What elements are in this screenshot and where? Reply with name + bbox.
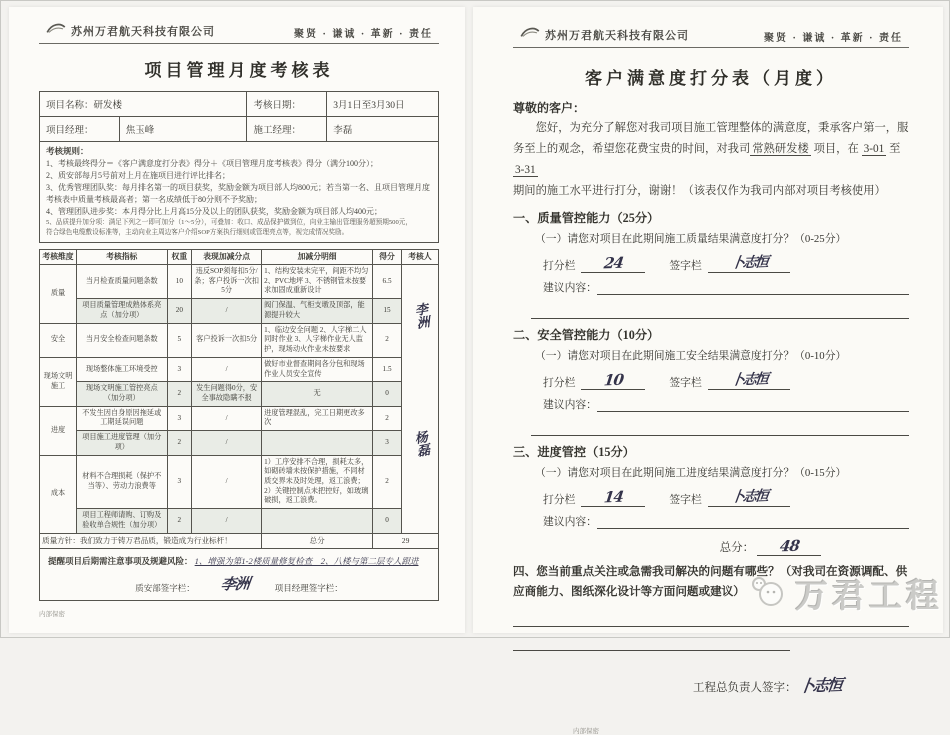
points-cell: /: [192, 509, 262, 533]
score-cell: 2: [373, 406, 402, 430]
section-schedule: [513, 443, 909, 529]
indicator-cell: 材料不合理损耗（保护不当等）、劳动力浪费等: [77, 455, 167, 509]
chief-signature: 卜志恒: [797, 675, 843, 697]
company-slogan: 聚贤 · 谦诚 · 革新 · 责任: [763, 33, 903, 44]
date-end-underlined: 3-31: [515, 163, 536, 176]
company-brand: [45, 21, 215, 40]
points-cell: /: [192, 406, 262, 430]
watermark-text: 万君工程: [795, 577, 943, 614]
date-start-underlined: 3-01: [863, 142, 885, 155]
customer-signature: 卜志恒: [729, 253, 768, 272]
rule-line: 2、质安部每月5号前对上月在施项目进行评比排名；: [46, 170, 230, 180]
chief-sign-label: 工程总负责人签字：: [693, 682, 797, 695]
rule-line: 4、管理团队进步奖：本月得分比上月高15分及以上的团队获奖，奖励金额为项目部人均400元；: [46, 206, 382, 216]
sign-label: 签字栏: [669, 259, 702, 272]
total-value: 29: [373, 533, 439, 548]
advice-label: 建议内容：: [543, 515, 597, 528]
info-row-2: [40, 117, 439, 142]
info-row-1: [40, 92, 439, 117]
salutation: 尊敬的客户：: [513, 101, 586, 115]
confidential-note: 内部保密: [573, 728, 599, 735]
table-row: [40, 382, 439, 406]
question-4-line2: 应商能力、图纸深化设计等方面问题或建议）: [513, 585, 745, 599]
intro-paragraph: [513, 118, 909, 202]
chief-sign-line: [693, 673, 909, 696]
dimension-cost: 成本: [40, 455, 77, 533]
score-label: 打分栏: [543, 376, 576, 389]
table-row: [40, 431, 439, 455]
quality-policy: 质量方针：我们致力于铸万君品质，锻造成为行业标杆！: [40, 533, 262, 548]
mascot-face-icon: [745, 574, 789, 613]
sign-blank: [708, 369, 790, 390]
score-cell: 0: [373, 509, 402, 533]
points-cell: /: [192, 431, 262, 455]
pm-value: 焦玉峰: [119, 117, 247, 142]
q4-answer-blank-2: [513, 636, 790, 651]
table-row: [40, 357, 439, 381]
weight-cell: 2: [167, 509, 192, 533]
table-row: [40, 455, 439, 509]
indicator-cell: 现场整体施工环境受控: [77, 357, 167, 381]
grand-total-line: [513, 537, 909, 556]
customer-signature: 卜志恒: [729, 370, 768, 389]
points-cell: /: [192, 299, 262, 323]
table-row: [40, 323, 439, 357]
table-row: [40, 509, 439, 533]
pm-sign-label: 项目经理签字栏：: [274, 582, 343, 593]
right-doc-header: [513, 21, 909, 48]
company-logo-swoosh-icon: [45, 21, 67, 40]
assessor-signature-2: 杨磊: [410, 429, 430, 458]
detail-cell: 1）工序安排不合理，损耗太多，如砌砖墙未按保护措施，不同材质交界未及时处理，返工浪费；2）关键控制点未把控好，如玻璃破损，返工浪费。: [262, 455, 373, 509]
advice-blank-2: [531, 304, 909, 319]
question-4-line1: 四、您当前重点关注或急需我司解决的问题有哪些？（对我司在资源调配、供: [513, 564, 908, 578]
score-value-handwritten: 10: [602, 370, 624, 389]
detail-cell: 1、结构安装未完平，间距不均匀 2、PVC地坪 3、不锈钢管未按要求加固成重新设计: [262, 265, 373, 299]
sign-blank: [708, 252, 790, 273]
score-label: 打分栏: [543, 259, 576, 272]
dimension-schedule: 进度: [40, 406, 77, 455]
indicator-cell: 当月安全检查问题条数: [77, 323, 167, 357]
weight-cell: 3: [167, 357, 192, 381]
assessor-signature-cell: [401, 265, 438, 534]
dimension-quality: 质量: [40, 265, 77, 324]
assess-date-label: 考核日期：: [247, 92, 327, 117]
col-detail: 加减分明细: [262, 249, 373, 265]
indicator-cell: 项目质量管理成熟体系亮点（加分项）: [77, 299, 167, 323]
satisfaction-form-page: [473, 7, 943, 735]
grand-total-blank: [757, 537, 821, 556]
table-row: [40, 265, 439, 299]
points-cell: 发生问题得0分，安全事故隐瞒不报: [192, 382, 262, 406]
summary-row: [40, 533, 439, 548]
assessment-table: [39, 249, 439, 549]
detail-cell: [262, 509, 373, 533]
advice-blank-2: [531, 421, 909, 436]
score-blank: [581, 371, 645, 390]
company-name: 苏州万君航天科技有限公司: [545, 29, 689, 42]
qa-sign-label: 质安部签字栏：: [135, 582, 195, 593]
detail-cell: 进度管理混乱，完工日期更改多次: [262, 406, 373, 430]
score-value-handwritten: 24: [602, 253, 624, 272]
score-cell: 2: [373, 455, 402, 509]
reminder-label: 提醒项目后期需注意事项及规避风险：: [48, 555, 193, 566]
score-blank: [581, 254, 645, 273]
confidential-note: 内部保密: [39, 610, 65, 618]
table-row: [40, 406, 439, 430]
weight-cell: 2: [167, 382, 192, 406]
section-question: （一）请您对项目在此期间施工安全结果满意度打分？（0-10分）: [535, 349, 847, 362]
intro-text: 至: [886, 142, 901, 155]
detail-cell: [262, 431, 373, 455]
rule-line: 5、品质提升加分项：满足下列之一即可加分（1～5分），可叠加：收口、成品保护做到位，向业主输出管理服务超预期500元，: [46, 218, 412, 226]
score-cell: 15: [373, 299, 402, 323]
section-heading: 一、质量管控能力（25分）: [513, 210, 660, 225]
detail-cell: 1、临边安全问题 2、人字梯二人同时作业 3、人字梯作业无人监护，现场动火作业未按要求: [262, 323, 373, 357]
rule-line: 3、优秀管理团队奖：每月排名第一的项目获奖，奖励金额为项目部人均800元；若当第一名、且项目管理月度考核表中质量考核最高者；第一名成绩低于80分则不予奖励；: [46, 182, 430, 204]
grand-total-label: 总分：: [719, 541, 755, 554]
company-slogan: 聚贤 · 谦诚 · 革新 · 责任: [293, 29, 433, 40]
left-doc-header: [39, 17, 439, 44]
section-safety: [513, 326, 909, 436]
section-question: （一）请您对项目在此期间施工进度结果满意度打分？（0-15分）: [535, 466, 847, 479]
weight-cell: 10: [167, 265, 192, 299]
points-cell: 客户投诉一次扣5分: [192, 323, 262, 357]
indicator-cell: 不发生因自身原因拖延或工期延误问题: [77, 406, 167, 430]
right-form-title: 客户满意度打分表（月度）: [585, 69, 837, 88]
watermark: [745, 570, 943, 617]
qa-signature: 李洲: [219, 574, 250, 594]
weight-cell: 3: [167, 406, 192, 430]
section-question: （一）请您对项目在此期间施工质量结果满意度打分？（0-25分）: [535, 232, 847, 245]
detail-cell: 阀门保温、气柜支墩及顶部，能源提升较大: [262, 299, 373, 323]
indicator-cell: 项目施工进度管理（加分项）: [77, 431, 167, 455]
col-indicator: 考核指标: [77, 249, 167, 265]
assessor-signature-1: 李洲: [411, 301, 430, 330]
project-name-cell: 项目名称：研发楼: [40, 92, 247, 117]
score-cell: 3: [373, 431, 402, 455]
weight-cell: 5: [167, 323, 192, 357]
points-cell: 违反SOP须每扣5分/条；客户投诉一次扣5分: [192, 265, 262, 299]
weight-cell: 20: [167, 299, 192, 323]
assessment-form-page: [9, 7, 465, 633]
indicator-cell: 项目工程师请购、订购及验收单合规性（加分项）: [77, 509, 167, 533]
rule-line: 1、考核最终得分＝《客户满意度打分表》得分＋《项目管理月度考核表》得分（满分100分）；: [46, 158, 378, 168]
score-cell: 0: [373, 382, 402, 406]
score-cell: 2: [373, 323, 402, 357]
score-label: 打分栏: [543, 493, 576, 506]
score-cell: 1.5: [373, 357, 402, 381]
dimension-site: 现场文明施工: [40, 357, 77, 406]
assessment-rules-block: [39, 142, 439, 243]
reminder-block: [39, 549, 439, 601]
cm-value: 李磊: [327, 117, 439, 142]
detail-cell: 无: [262, 382, 373, 406]
assessment-table-header: [40, 249, 439, 265]
section-heading: 二、安全管控能力（10分）: [513, 327, 660, 342]
dimension-safety: 安全: [40, 323, 77, 357]
intro-text: 项目，在: [810, 142, 862, 155]
section-quality: [513, 209, 909, 319]
indicator-cell: 现场文明施工管控亮点（加分项）: [77, 382, 167, 406]
company-name: 苏州万君航天科技有限公司: [71, 25, 215, 38]
score-value-handwritten: 14: [602, 487, 624, 506]
rule-line: 符合绿色电缆敷设标准等，主动向业主周边客户介绍SOP方案执行细则或管理亮点等，视完成情况奖励。: [46, 228, 349, 236]
grand-total-handwritten: 48: [778, 536, 800, 555]
sign-blank: [708, 486, 790, 507]
detail-cell: 做好市业督查期间各分包和现场作业人员安全宣传: [262, 357, 373, 381]
section-heading: 三、进度管控（15分）: [513, 444, 635, 459]
rules-title: 考核规则：: [46, 146, 89, 156]
col-points: 表现加减分点: [192, 249, 262, 265]
advice-blank: [597, 399, 909, 412]
score-blank: [581, 488, 645, 507]
advice-label: 建议内容：: [543, 398, 597, 411]
reminder-value: 1、增强为第1-2楼质量修复检查 2、八楼与第二层专人跟进: [194, 555, 419, 566]
company-brand: [519, 25, 689, 44]
score-cell: 6.5: [373, 265, 402, 299]
points-cell: /: [192, 455, 262, 509]
intro-text: 期间的施工水平进行打分，谢谢！（该表仅作为我司内部对项目考核使用）: [513, 184, 886, 197]
points-cell: /: [192, 357, 262, 381]
assess-date-value: 3月1日至3月30日: [327, 92, 439, 117]
intro-text: 您好，为充分了解您对我司项目施工管理整体的满意度，秉承客户第一，服务至上的观念，希望您花费宝贵的时间，对我司: [513, 122, 909, 155]
project-info-table: [39, 91, 439, 142]
indicator-cell: 当月检查质量问题条数: [77, 265, 167, 299]
company-logo-swoosh-icon: [519, 25, 541, 44]
total-label: 总分: [262, 533, 373, 548]
sign-label: 签字栏: [669, 493, 702, 506]
weight-cell: 2: [167, 431, 192, 455]
cm-label: 施工经理：: [247, 117, 327, 142]
col-score: 得分: [373, 249, 402, 265]
advice-label: 建议内容：: [543, 281, 597, 294]
left-form-title: 项目管理月度考核表: [144, 61, 334, 80]
col-assessor: 考核人: [401, 249, 438, 265]
pm-label: 项目经理：: [40, 117, 120, 142]
weight-cell: 3: [167, 455, 192, 509]
customer-signature: 卜志恒: [729, 487, 768, 506]
col-weight: 权重: [167, 249, 192, 265]
project-name-underlined: 常熟研发楼: [752, 142, 809, 155]
advice-blank: [597, 282, 909, 295]
col-dimension: 考核维度: [40, 249, 77, 265]
advice-blank: [597, 516, 909, 529]
sign-label: 签字栏: [669, 376, 702, 389]
table-row: [40, 299, 439, 323]
